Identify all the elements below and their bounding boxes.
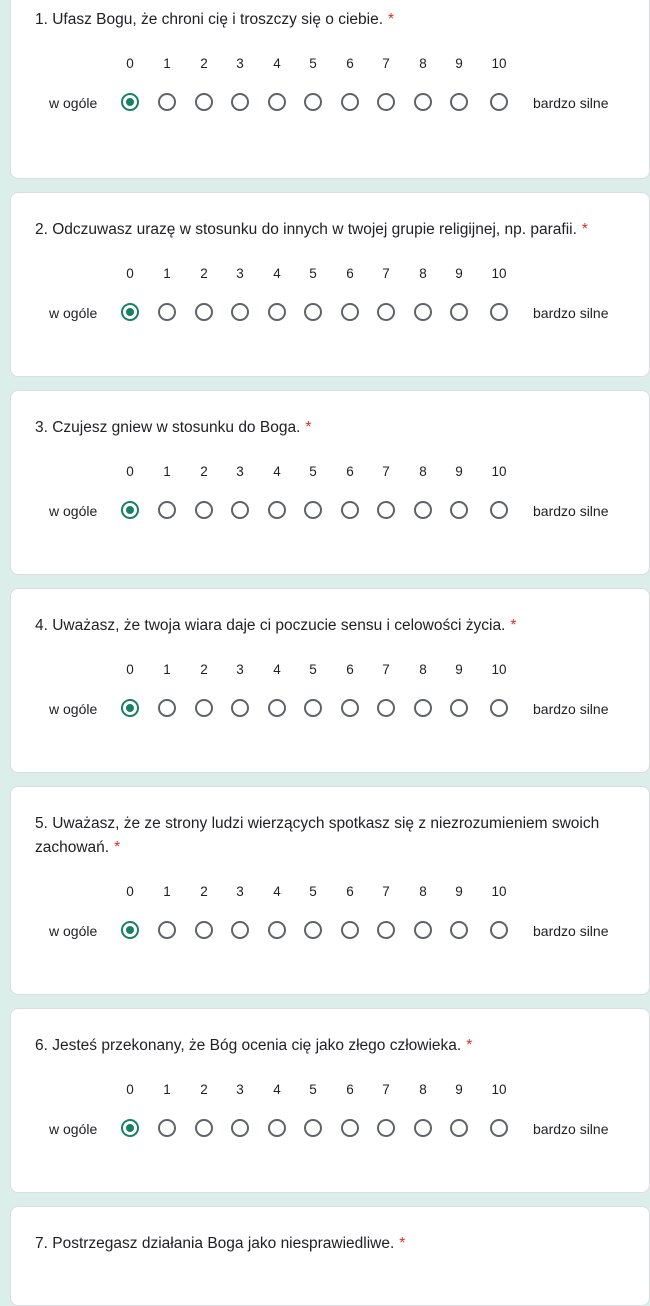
scale-value-label: 1 [163, 884, 171, 899]
scale-value-label: 10 [491, 884, 507, 899]
radio-option-7[interactable] [377, 93, 395, 111]
question-text: 5. Uważasz, że ze strony ludzi wierzących spotkasz się z niezrozumieniem swoich zachowań. [35, 815, 600, 856]
scale-value-label: 8 [419, 266, 427, 281]
radio-option-6[interactable] [341, 93, 359, 111]
question-title [35, 812, 627, 860]
scale-value-label: 1 [163, 662, 171, 677]
radio-option-8[interactable] [414, 699, 432, 717]
radio-option-7[interactable] [377, 303, 395, 321]
question-title [35, 614, 635, 638]
scale-value-label: 10 [491, 662, 507, 677]
radio-option-6[interactable] [341, 1119, 359, 1137]
question-card-6 [10, 1008, 650, 1193]
scale-value-label: 9 [455, 464, 463, 479]
scale-min-label: w ogóle [49, 1121, 98, 1137]
radio-option-2[interactable] [195, 1119, 213, 1137]
radio-option-0[interactable] [121, 93, 139, 111]
radio-option-8[interactable] [414, 921, 432, 939]
scale-min-label: w ogóle [49, 305, 98, 321]
scale-value-label: 10 [491, 56, 507, 71]
scale-value-label: 7 [382, 266, 390, 281]
scale-value-label: 2 [200, 1082, 208, 1097]
scale-value-label: 9 [455, 884, 463, 899]
scale-value-label: 10 [491, 1082, 507, 1097]
radio-option-6[interactable] [341, 699, 359, 717]
radio-option-9[interactable] [450, 303, 468, 321]
scale-value-label: 4 [273, 464, 281, 479]
radio-option-6[interactable] [341, 303, 359, 321]
scale-max-label: bardzo silne [533, 95, 609, 111]
scale-value-label: 9 [455, 1082, 463, 1097]
question-text: 1. Ufasz Bogu, że chroni cię i troszczy się o ciebie. [35, 11, 384, 28]
scale-min-label: w ogóle [49, 701, 98, 717]
scale-value-label: 1 [163, 56, 171, 71]
scale-value-label: 9 [455, 266, 463, 281]
radio-option-6[interactable] [341, 501, 359, 519]
scale-value-label: 4 [273, 884, 281, 899]
question-title [35, 8, 635, 32]
radio-option-8[interactable] [414, 303, 432, 321]
scale-value-label: 6 [346, 464, 354, 479]
question-card-5 [10, 786, 650, 995]
radio-option-3[interactable] [231, 93, 249, 111]
scale-value-label: 8 [419, 56, 427, 71]
question-card-7 [10, 1206, 650, 1306]
radio-option-3[interactable] [231, 501, 249, 519]
scale-value-label: 4 [273, 1082, 281, 1097]
scale-value-label: 2 [200, 464, 208, 479]
radio-option-4[interactable] [268, 93, 286, 111]
question-title [35, 1034, 635, 1058]
question-card-3 [10, 390, 650, 575]
radio-option-5[interactable] [304, 303, 322, 321]
scale-value-label: 5 [309, 56, 317, 71]
scale-value-label: 10 [491, 464, 507, 479]
scale-value-label: 6 [346, 56, 354, 71]
scale-value-label: 5 [309, 266, 317, 281]
radio-option-3[interactable] [231, 1119, 249, 1137]
radio-option-7[interactable] [377, 921, 395, 939]
radio-option-3[interactable] [231, 921, 249, 939]
scale-value-label: 3 [236, 56, 244, 71]
scale-value-label: 0 [126, 56, 134, 71]
radio-option-4[interactable] [268, 501, 286, 519]
scale-value-label: 5 [309, 662, 317, 677]
radio-option-5[interactable] [304, 921, 322, 939]
required-asterisk: * [466, 1037, 473, 1054]
required-asterisk: * [510, 617, 517, 634]
scale-value-label: 3 [236, 884, 244, 899]
radio-option-4[interactable] [268, 921, 286, 939]
radio-option-0[interactable] [121, 921, 139, 939]
question-text: 3. Czujesz gniew w stosunku do Boga. [35, 419, 301, 436]
radio-option-0[interactable] [121, 1119, 139, 1137]
radio-option-8[interactable] [414, 1119, 432, 1137]
scale-value-label: 7 [382, 884, 390, 899]
scale-value-label: 0 [126, 266, 134, 281]
scale-value-label: 7 [382, 56, 390, 71]
radio-option-0[interactable] [121, 699, 139, 717]
scale-value-label: 2 [200, 56, 208, 71]
scale-value-label: 8 [419, 464, 427, 479]
radio-option-7[interactable] [377, 699, 395, 717]
radio-option-9[interactable] [450, 501, 468, 519]
scale-max-label: bardzo silne [533, 701, 609, 717]
radio-option-1[interactable] [158, 1119, 176, 1137]
scale-value-label: 3 [236, 266, 244, 281]
scale-value-label: 4 [273, 266, 281, 281]
question-text: 4. Uważasz, że twoja wiara daje ci poczucie sensu i celowości życia. [35, 617, 506, 634]
scale-value-label: 7 [382, 662, 390, 677]
scale-value-label: 8 [419, 884, 427, 899]
scale-value-label: 6 [346, 1082, 354, 1097]
scale-value-label: 5 [309, 1082, 317, 1097]
radio-option-9[interactable] [450, 921, 468, 939]
scale-value-label: 3 [236, 1082, 244, 1097]
radio-option-10[interactable] [490, 1119, 508, 1137]
scale-value-label: 0 [126, 662, 134, 677]
radio-option-5[interactable] [304, 699, 322, 717]
question-text: 2. Odczuwasz urazę w stosunku do innych w twojej grupie religijnej, np. parafii. [35, 221, 577, 238]
scale-value-label: 9 [455, 56, 463, 71]
scale-value-label: 2 [200, 662, 208, 677]
radio-option-10[interactable] [490, 303, 508, 321]
scale-value-label: 6 [346, 266, 354, 281]
scale-value-label: 3 [236, 464, 244, 479]
scale-min-label: w ogóle [49, 923, 98, 939]
scale-max-label: bardzo silne [533, 1121, 609, 1137]
radio-option-2[interactable] [195, 501, 213, 519]
scale-value-label: 8 [419, 1082, 427, 1097]
required-asterisk: * [388, 11, 395, 28]
scale-min-label: w ogóle [49, 503, 98, 519]
radio-option-10[interactable] [490, 93, 508, 111]
required-asterisk: * [581, 221, 588, 238]
required-asterisk: * [305, 419, 312, 436]
radio-option-2[interactable] [195, 93, 213, 111]
scale-value-label: 6 [346, 662, 354, 677]
radio-option-1[interactable] [158, 501, 176, 519]
scale-value-label: 3 [236, 662, 244, 677]
scale-max-label: bardzo silne [533, 305, 609, 321]
radio-option-4[interactable] [268, 1119, 286, 1137]
radio-option-10[interactable] [490, 921, 508, 939]
radio-option-8[interactable] [414, 501, 432, 519]
scale-value-label: 1 [163, 1082, 171, 1097]
scale-value-label: 2 [200, 884, 208, 899]
scale-value-label: 7 [382, 464, 390, 479]
scale-value-label: 2 [200, 266, 208, 281]
radio-option-2[interactable] [195, 303, 213, 321]
scale-value-label: 5 [309, 884, 317, 899]
question-title [35, 416, 635, 440]
radio-option-8[interactable] [414, 93, 432, 111]
scale-min-label: w ogóle [49, 95, 98, 111]
radio-option-9[interactable] [450, 1119, 468, 1137]
question-title [35, 218, 635, 242]
scale-value-label: 4 [273, 56, 281, 71]
scale-value-label: 0 [126, 884, 134, 899]
radio-option-5[interactable] [304, 1119, 322, 1137]
question-card-4 [10, 588, 650, 773]
radio-option-3[interactable] [231, 303, 249, 321]
scale-value-label: 1 [163, 266, 171, 281]
scale-value-label: 7 [382, 1082, 390, 1097]
scale-value-label: 0 [126, 1082, 134, 1097]
radio-option-10[interactable] [490, 501, 508, 519]
radio-option-1[interactable] [158, 921, 176, 939]
radio-option-4[interactable] [268, 303, 286, 321]
radio-option-9[interactable] [450, 699, 468, 717]
radio-option-7[interactable] [377, 1119, 395, 1137]
scale-value-label: 4 [273, 662, 281, 677]
radio-option-0[interactable] [121, 501, 139, 519]
radio-option-5[interactable] [304, 93, 322, 111]
radio-option-9[interactable] [450, 93, 468, 111]
scale-value-label: 9 [455, 662, 463, 677]
question-title [35, 1232, 635, 1256]
scale-value-label: 5 [309, 464, 317, 479]
radio-option-7[interactable] [377, 501, 395, 519]
scale-value-label: 6 [346, 884, 354, 899]
scale-value-label: 0 [126, 464, 134, 479]
radio-option-2[interactable] [195, 699, 213, 717]
radio-option-1[interactable] [158, 93, 176, 111]
question-card-2 [10, 192, 650, 377]
radio-option-6[interactable] [341, 921, 359, 939]
required-asterisk: * [114, 839, 121, 856]
radio-option-1[interactable] [158, 303, 176, 321]
scale-max-label: bardzo silne [533, 923, 609, 939]
radio-option-5[interactable] [304, 501, 322, 519]
scale-value-label: 8 [419, 662, 427, 677]
radio-option-1[interactable] [158, 699, 176, 717]
radio-option-4[interactable] [268, 699, 286, 717]
scale-max-label: bardzo silne [533, 503, 609, 519]
required-asterisk: * [399, 1235, 406, 1252]
radio-option-3[interactable] [231, 699, 249, 717]
radio-option-10[interactable] [490, 699, 508, 717]
scale-value-label: 1 [163, 464, 171, 479]
question-text: 7. Postrzegasz działania Boga jako niesprawiedliwe. [35, 1235, 395, 1252]
scale-value-label: 10 [491, 266, 507, 281]
question-text: 6. Jesteś przekonany, że Bóg ocenia cię jako złego człowieka. [35, 1037, 462, 1054]
radio-option-0[interactable] [121, 303, 139, 321]
radio-option-2[interactable] [195, 921, 213, 939]
question-card-1 [10, 0, 650, 179]
